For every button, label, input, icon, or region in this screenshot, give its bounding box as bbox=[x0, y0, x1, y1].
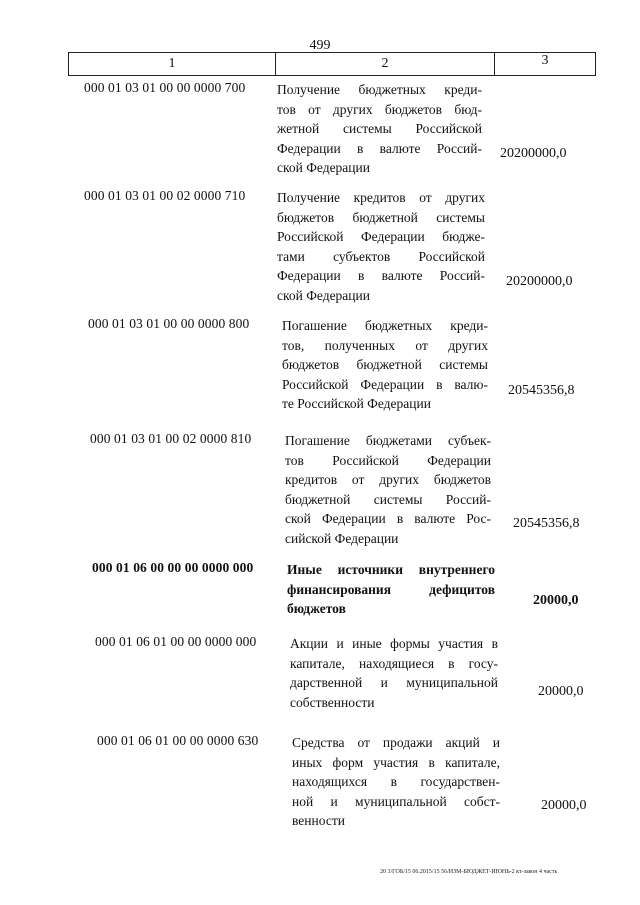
row-description bbox=[282, 316, 488, 414]
description-line: Иные источники внутреннего bbox=[287, 562, 495, 577]
budget-code: 000 01 03 01 00 02 0000 710 bbox=[84, 188, 246, 203]
budget-code: 000 01 06 01 00 00 0000 000 bbox=[95, 634, 257, 649]
header-col-2: 2 bbox=[276, 53, 495, 75]
description-line: сийской Федерации bbox=[285, 530, 399, 546]
budget-code: 000 01 03 01 00 00 0000 800 bbox=[88, 316, 250, 331]
description-line: тов от других бюджетов бюд- bbox=[277, 101, 482, 117]
description-line: тов Российской Федерации bbox=[285, 452, 491, 468]
description-line: финансирования дефицитов bbox=[287, 581, 495, 597]
description-line: Погашение бюджетами субъек- bbox=[285, 433, 491, 448]
row-amount: 20000,0 bbox=[541, 798, 587, 813]
budget-code: 000 01 06 01 00 00 0000 630 bbox=[97, 733, 259, 748]
description-line: дарственной и муниципальной bbox=[290, 675, 498, 690]
description-line: Получение кредитов от других bbox=[277, 190, 485, 205]
row-amount: 20545356,8 bbox=[513, 516, 580, 531]
description-line: Российской Федерации в валю- bbox=[282, 376, 488, 392]
row-amount: 20000,0 bbox=[533, 593, 579, 608]
row-amount: 20200000,0 bbox=[500, 146, 567, 161]
description-line: Федерации в валюте Россий- bbox=[277, 140, 482, 156]
row-amount: 20545356,8 bbox=[508, 383, 575, 398]
page-number: 499 bbox=[309, 38, 331, 53]
description-line: Федерации в валюте Россий- bbox=[277, 268, 485, 283]
budget-code: 000 01 03 01 00 02 0000 810 bbox=[90, 431, 252, 446]
footer-note: 20 3/ГОБ/15 06.2015/15 56/ИЗМ-БЮДЖЕТ-ИЮНЬ-2 кт-закон 4 часть bbox=[380, 869, 558, 875]
description-line: бюджетной системы Россий- bbox=[285, 491, 491, 507]
description-line: Акции и иные формы участия в bbox=[290, 636, 498, 651]
row-description bbox=[290, 634, 498, 712]
row-amount: 20000,0 bbox=[538, 684, 584, 699]
row-amount: 20200000,0 bbox=[506, 274, 573, 289]
header-col-3: 3 bbox=[541, 53, 549, 68]
description-line: ной и муниципальной собст- bbox=[292, 793, 500, 809]
description-line: кредитов от других бюджетов bbox=[285, 472, 491, 487]
budget-code: 000 01 03 01 00 00 0000 700 bbox=[84, 80, 246, 95]
description-line: ской Федерации в валюте Рос- bbox=[285, 511, 491, 526]
description-line: бюджетов бюджетной системы bbox=[282, 357, 488, 372]
description-line: собственности bbox=[290, 694, 375, 710]
row-description bbox=[285, 431, 491, 548]
description-line: венности bbox=[292, 813, 345, 828]
row-description bbox=[287, 560, 495, 619]
description-line: находящихся в государствен- bbox=[292, 774, 500, 789]
description-line: ской Федерации bbox=[277, 160, 370, 175]
description-line: Получение бюджетных креди- bbox=[277, 82, 482, 97]
budget-code: 000 01 06 00 00 00 0000 000 bbox=[92, 560, 254, 575]
description-line: те Российской Федерации bbox=[282, 396, 431, 411]
description-line: ской Федерации bbox=[277, 287, 370, 303]
description-line: Средства от продажи акций и bbox=[292, 735, 500, 750]
row-description bbox=[292, 733, 500, 831]
description-line: бюджетов бюджетной системы bbox=[277, 209, 485, 225]
description-line: иных форм участия в капитале, bbox=[292, 754, 500, 770]
row-description bbox=[277, 80, 482, 178]
description-line: жетной системы Российской bbox=[277, 121, 482, 136]
description-line: тами субъектов Российской bbox=[277, 248, 485, 264]
description-line: тов, полученных от других bbox=[282, 337, 488, 353]
table-header bbox=[68, 52, 596, 76]
header-col-1: 1 bbox=[69, 53, 276, 75]
description-line: бюджетов bbox=[287, 601, 346, 616]
row-description bbox=[277, 188, 485, 305]
description-line: Российской Федерации бюдже- bbox=[277, 229, 485, 244]
description-line: капитале, находящиеся в госу- bbox=[290, 655, 498, 671]
description-line: Погашение бюджетных креди- bbox=[282, 318, 488, 333]
